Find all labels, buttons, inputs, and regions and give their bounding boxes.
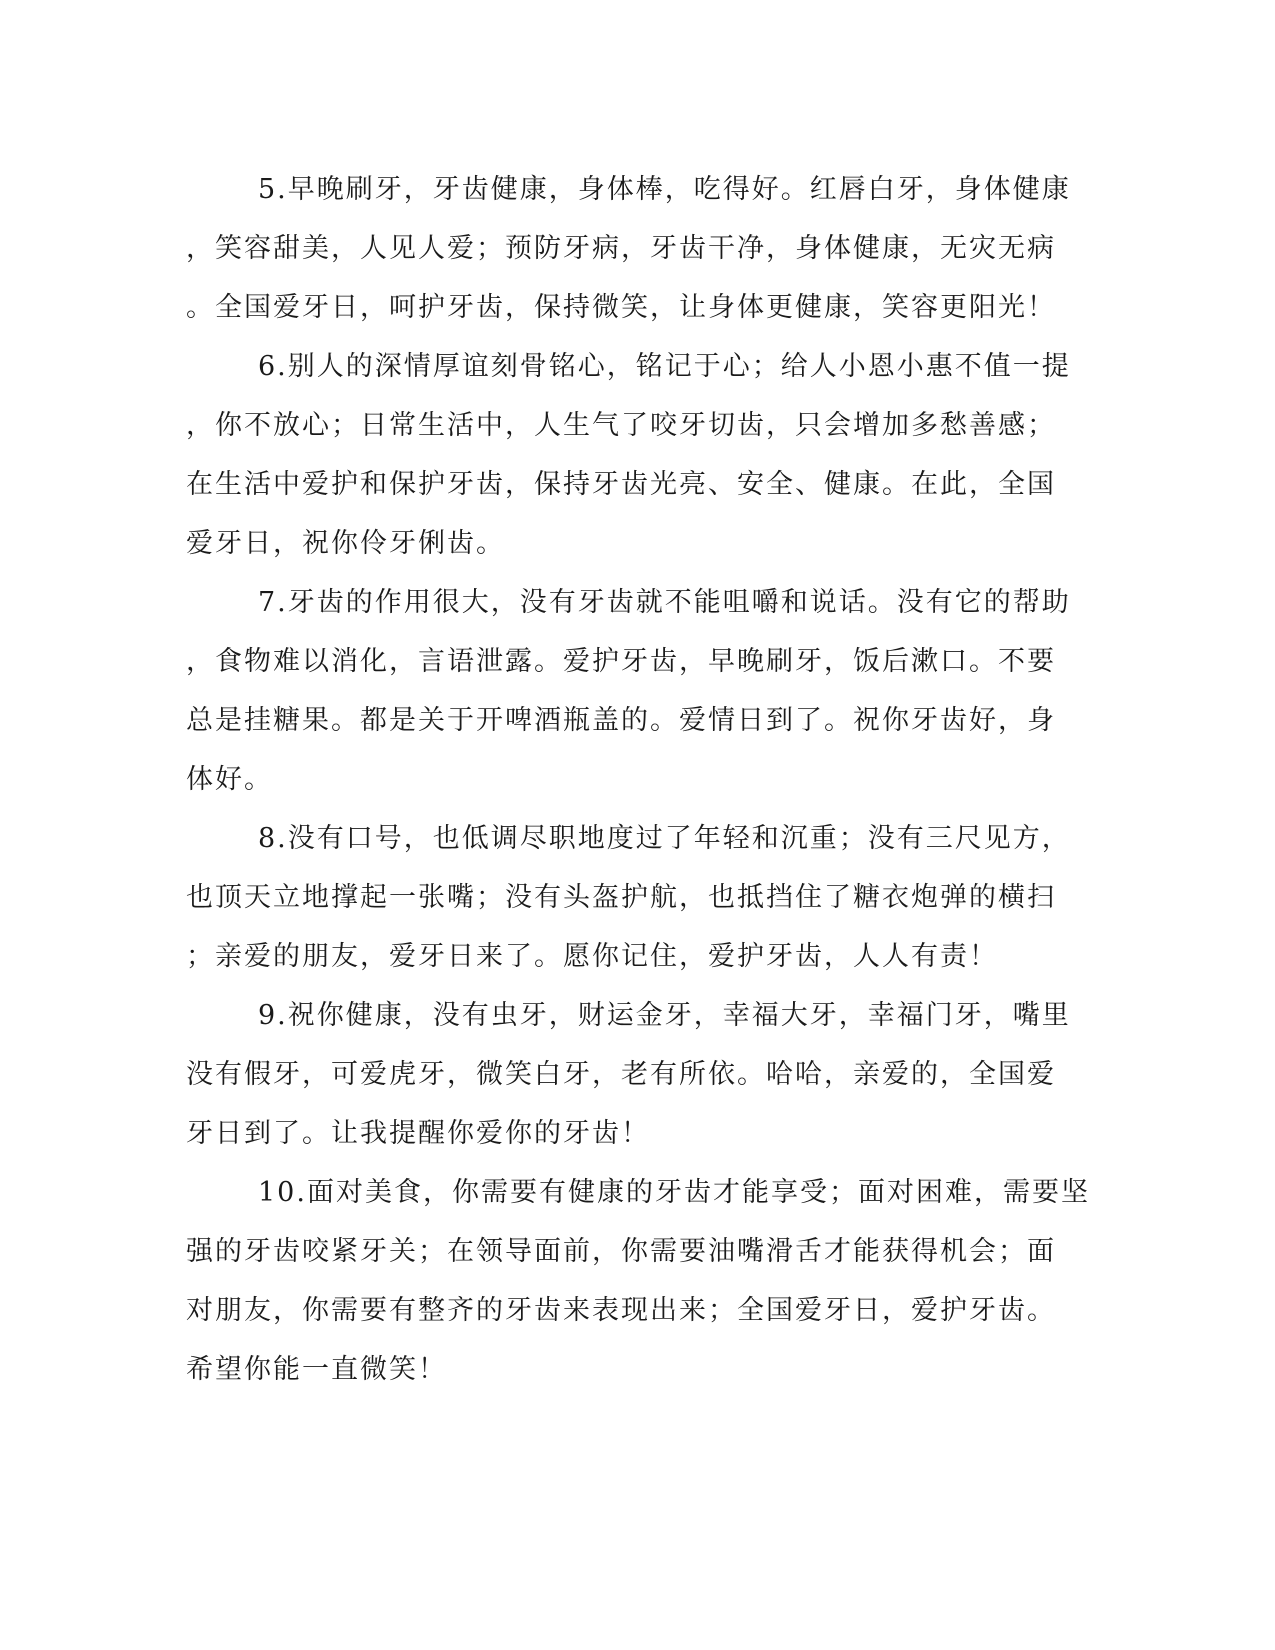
text-line: 体好。	[186, 764, 273, 795]
paragraph-9	[186, 986, 1071, 1163]
text-line: 爱牙日，祝你伶牙俐齿。	[186, 528, 505, 559]
paragraph-5	[186, 160, 1071, 337]
document-body	[186, 160, 1090, 1399]
text-line: 强的牙齿咬紧牙关；在领导面前，你需要油嘴滑舌才能获得机会；面	[186, 1236, 1056, 1267]
text-line: ，你不放心；日常生活中，人生气了咬牙切齿，只会增加多愁善感；	[186, 410, 1056, 441]
text-line: 在生活中爱护和保护牙齿，保持牙齿光亮、安全、健康。在此，全国	[186, 469, 1056, 500]
text-line: 5.早晚刷牙，牙齿健康，身体棒，吃得好。红唇白牙，身体健康	[258, 174, 1071, 205]
text-line: ，食物难以消化，言语泄露。爱护牙齿，早晚刷牙，饭后漱口。不要	[186, 646, 1056, 677]
paragraph-10	[186, 1163, 1090, 1399]
text-line: 6.别人的深情厚谊刻骨铭心，铭记于心；给人小恩小惠不值一提	[258, 351, 1071, 382]
text-line: 希望你能一直微笑！	[186, 1354, 447, 1385]
text-line: 对朋友，你需要有整齐的牙齿来表现出来；全国爱牙日，爱护牙齿。	[186, 1295, 1056, 1326]
text-line: 7.牙齿的作用很大，没有牙齿就不能咀嚼和说话。没有它的帮助	[258, 587, 1071, 618]
text-line: 牙日到了。让我提醒你爱你的牙齿！	[186, 1118, 650, 1149]
text-line: 。全国爱牙日，呵护牙齿，保持微笑，让身体更健康，笑容更阳光！	[186, 292, 1056, 323]
paragraph-6	[186, 337, 1071, 573]
text-line: 也顶天立地撑起一张嘴；没有头盔护航，也抵挡住了糖衣炮弹的横扫	[186, 882, 1056, 913]
paragraph-8	[186, 809, 1071, 986]
text-line: 10.面对美食，你需要有健康的牙齿才能享受；面对困难，需要坚	[258, 1177, 1090, 1208]
text-line: 没有假牙，可爱虎牙，微笑白牙，老有所依。哈哈，亲爱的，全国爱	[186, 1059, 1056, 1090]
text-line: 8.没有口号，也低调尽职地度过了年轻和沉重；没有三尺见方，	[258, 823, 1071, 854]
text-line: ，笑容甜美，人见人爱；预防牙病，牙齿干净，身体健康，无灾无病	[186, 233, 1056, 264]
paragraph-7	[186, 573, 1071, 809]
text-line: 总是挂糖果。都是关于开啤酒瓶盖的。爱情日到了。祝你牙齿好，身	[186, 705, 1056, 736]
text-line: ；亲爱的朋友，爱牙日来了。愿你记住，爱护牙齿，人人有责！	[186, 941, 998, 972]
text-line: 9.祝你健康，没有虫牙，财运金牙，幸福大牙，幸福门牙，嘴里	[258, 1000, 1071, 1031]
